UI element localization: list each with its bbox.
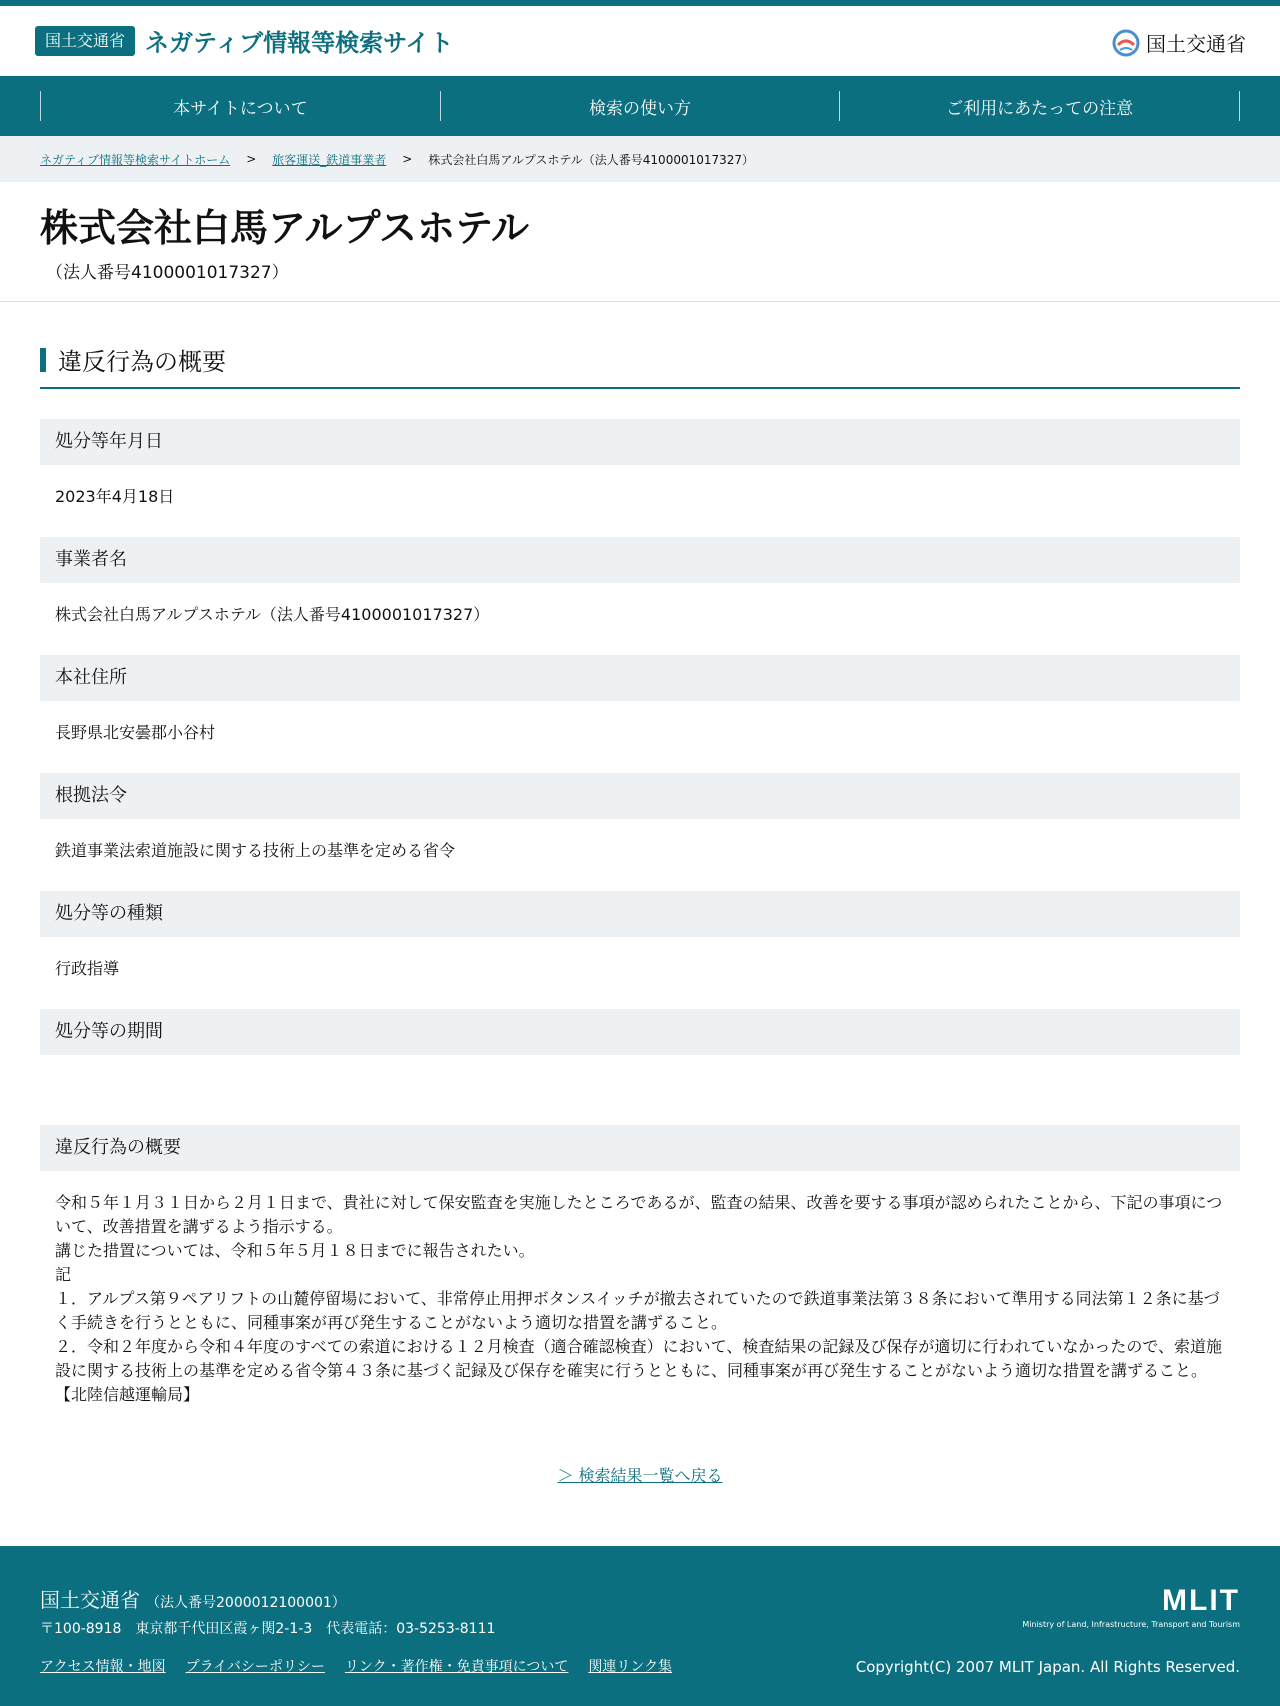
site-header bbox=[0, 6, 1280, 76]
breadcrumb-home-link[interactable]: ネガティブ情報等検索サイトホーム bbox=[40, 152, 231, 167]
nav-about[interactable]: 本サイトについて bbox=[40, 91, 440, 121]
footer-links bbox=[40, 1656, 672, 1676]
back-to-results-link[interactable]: ＞ 検索結果一覧へ戻る bbox=[557, 1466, 723, 1485]
ministry-badge[interactable]: 国土交通省 bbox=[35, 26, 135, 56]
footer-org-name: 国土交通省 bbox=[40, 1588, 140, 1612]
copyright: Copyright(C) 2007 MLIT Japan. All Rights Reserved. bbox=[855, 1658, 1240, 1676]
corporate-number: （法人番号4100001017327） bbox=[46, 263, 289, 283]
field-value bbox=[40, 1055, 1240, 1097]
footer-link-copyright[interactable]: リンク・著作権・免責事項について bbox=[344, 1659, 569, 1675]
site-footer bbox=[0, 1546, 1280, 1706]
field-label: 処分等年月日 bbox=[40, 419, 1240, 465]
field-label: 処分等の種類 bbox=[40, 891, 1240, 937]
footer-link-related[interactable]: 関連リンク集 bbox=[588, 1659, 673, 1675]
main-nav bbox=[0, 76, 1280, 136]
footer-org bbox=[40, 1584, 346, 1613]
ministry-label: 国土交通省 bbox=[1146, 32, 1246, 56]
field-list bbox=[40, 419, 1240, 1407]
section-heading-text: 違反行為の概要 bbox=[58, 348, 226, 376]
field-value: 令和５年１月３１日から２月１日まで、貴社に対して保安監査を実施したところであるが、監査の結果、改善を要する事項が認められたことから、下記の事項について、改善措置を講ずるよう指示する。 講じた措置については、令和５年５月１８日までに報告されたい。 記 １．アルプス第９ペアリフトの山麓停留場において、非常停止用押ボタンスイッチが撤去されていたので鉄道事業法第３８条において準用する同法第１２条に基づく手続きを行うとともに、同種事案が再び発生することがないよう適切な措置を講ずること。 ２．令和２年度から令和４年度のすべての索道における１２月検査（適合確認検査）において、検査結果の記録及び保存が適切に行われていなかったので、索道施設に関する技術上の基準を定める省令第４３条に基づく記録及び保存を確実に行うとともに、同種事案が再び発生することがないよう適切な措置を講ずること。 【北陸信越運輸局】 bbox=[55, 1193, 1223, 1404]
field-disposition-type bbox=[40, 891, 1240, 981]
page-title-area bbox=[0, 182, 1280, 302]
field-disposition-period bbox=[40, 1009, 1240, 1097]
field-legal-basis bbox=[40, 773, 1240, 863]
section-heading bbox=[40, 342, 1240, 389]
violation-section bbox=[0, 302, 1280, 1486]
footer-address: 〒100-8918 東京都千代田区霞ヶ関2-1-3 代表電話：03-5253-8111 bbox=[40, 1621, 496, 1637]
heading-accent-bar bbox=[40, 348, 46, 372]
mlit-logo-tagline: Ministry of Land, Infrastructure, Transport and Tourism bbox=[1022, 1620, 1240, 1629]
field-violation-summary bbox=[40, 1125, 1240, 1407]
breadcrumb-category-link[interactable]: 旅客運送_鉄道事業者 bbox=[272, 152, 387, 167]
field-label: 根拠法令 bbox=[40, 773, 1240, 819]
field-value: 2023年4月18日 bbox=[55, 487, 175, 506]
breadcrumb-separator: > bbox=[402, 152, 413, 166]
nav-how-to-search[interactable]: 検索の使い方 bbox=[440, 91, 840, 121]
field-label: 事業者名 bbox=[40, 537, 1240, 583]
footer-link-access[interactable]: アクセス情報・地図 bbox=[40, 1659, 166, 1675]
ministry-logo[interactable] bbox=[1112, 28, 1246, 57]
footer-org-number: （法人番号2000012100001） bbox=[146, 1595, 346, 1611]
nav-usage-notes[interactable]: ご利用にあたっての注意 bbox=[839, 91, 1240, 121]
mlit-emblem-icon bbox=[1112, 29, 1140, 57]
field-disposition-date bbox=[40, 419, 1240, 509]
field-label: 違反行為の概要 bbox=[40, 1125, 1240, 1171]
site-title[interactable]: ネガティブ情報等検索サイト bbox=[145, 29, 454, 57]
field-head-office-address bbox=[40, 655, 1240, 745]
breadcrumb-current: 株式会社白馬アルプスホテル（法人番号4100001017327） bbox=[428, 152, 755, 167]
breadcrumb bbox=[0, 136, 1280, 182]
field-value: 長野県北安曇郡小谷村 bbox=[55, 723, 216, 742]
field-label: 処分等の期間 bbox=[40, 1009, 1240, 1055]
field-value: 株式会社白馬アルプスホテル（法人番号4100001017327） bbox=[55, 605, 490, 624]
mlit-logo-text: MLIT bbox=[1162, 1584, 1240, 1617]
back-link-container bbox=[40, 1463, 1240, 1486]
page-title: 株式会社白馬アルプスホテル bbox=[40, 206, 530, 250]
field-value: 鉄道事業法索道施設に関する技術上の基準を定める省令 bbox=[55, 841, 456, 860]
footer-link-privacy[interactable]: プライバシーポリシー bbox=[185, 1659, 325, 1675]
field-business-name bbox=[40, 537, 1240, 627]
breadcrumb-separator: > bbox=[246, 152, 257, 166]
mlit-logo[interactable] bbox=[1022, 1584, 1240, 1629]
field-label: 本社住所 bbox=[40, 655, 1240, 701]
field-value: 行政指導 bbox=[55, 959, 120, 978]
